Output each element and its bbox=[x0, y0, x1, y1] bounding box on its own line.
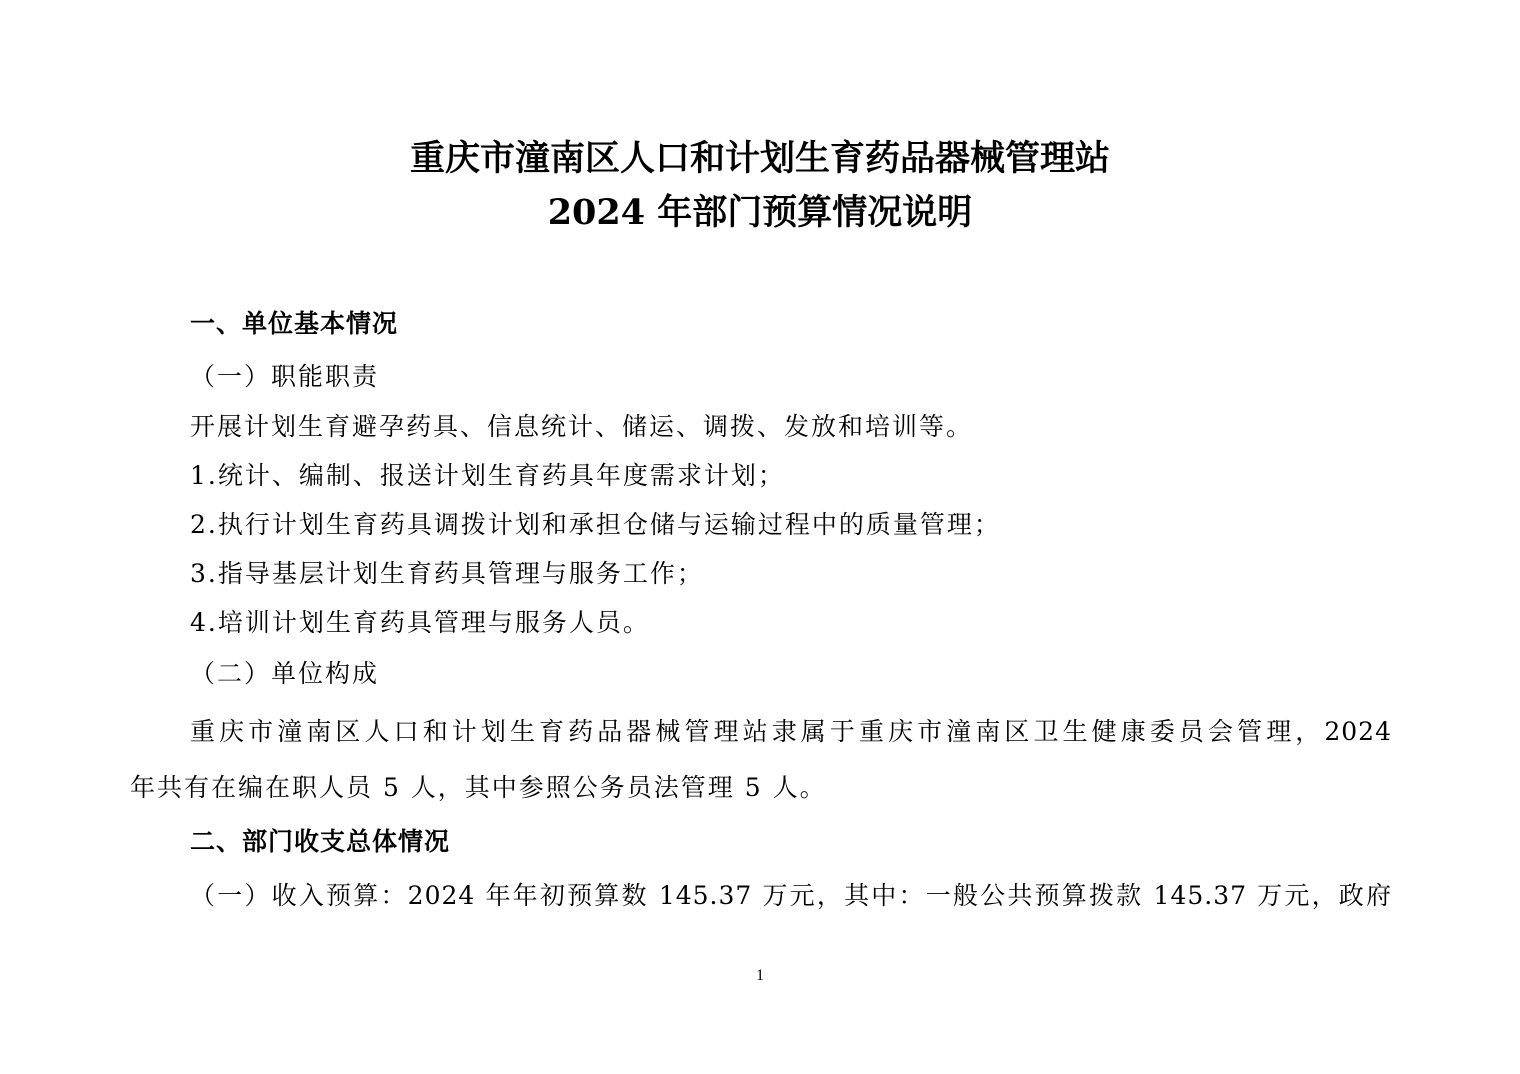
duty-item-2: 2.执行计划生育药具调拨计划和承担仓储与运输过程中的质量管理； bbox=[190, 510, 1001, 539]
subsection-heading-composition: （二）单位构成 bbox=[190, 659, 380, 688]
duty-item-4: 4.培训计划生育药具管理与服务人员。 bbox=[190, 608, 650, 637]
document-title-line-1: 重庆市潼南区人口和计划生育药品器械管理站 bbox=[409, 138, 1110, 179]
duty-item-1: 1.统计、编制、报送计划生育药具年度需求计划； bbox=[190, 461, 785, 490]
page-number: 1 bbox=[756, 967, 764, 984]
paragraph-composition-line-1: 重庆市潼南区人口和计划生育药品器械管理站隶属于重庆市潼南区卫生健康委员会管理，2024 bbox=[190, 717, 1392, 746]
document-title-line-2: 2024 年部门预算情况说明 bbox=[547, 192, 973, 233]
paragraph-duties-summary: 开展计划生育避孕药具、信息统计、储运、调拨、发放和培训等。 bbox=[190, 412, 974, 441]
paragraph-income-budget-line-1: （一）收入预算：2024 年年初预算数 145.37 万元，其中：一般公共预算拨款 145.37 万元，政府 bbox=[190, 881, 1392, 910]
section-heading-overall: 二、部门收支总体情况 bbox=[190, 827, 451, 856]
subsection-heading-duties: （一）职能职责 bbox=[190, 362, 380, 391]
paragraph-composition-line-2: 年共有在编在职人员 5 人，其中参照公务员法管理 5 人。 bbox=[130, 773, 827, 802]
duty-item-3: 3.指导基层计划生育药具管理与服务工作； bbox=[190, 559, 704, 588]
section-heading-basic-info: 一、单位基本情况 bbox=[190, 309, 399, 338]
